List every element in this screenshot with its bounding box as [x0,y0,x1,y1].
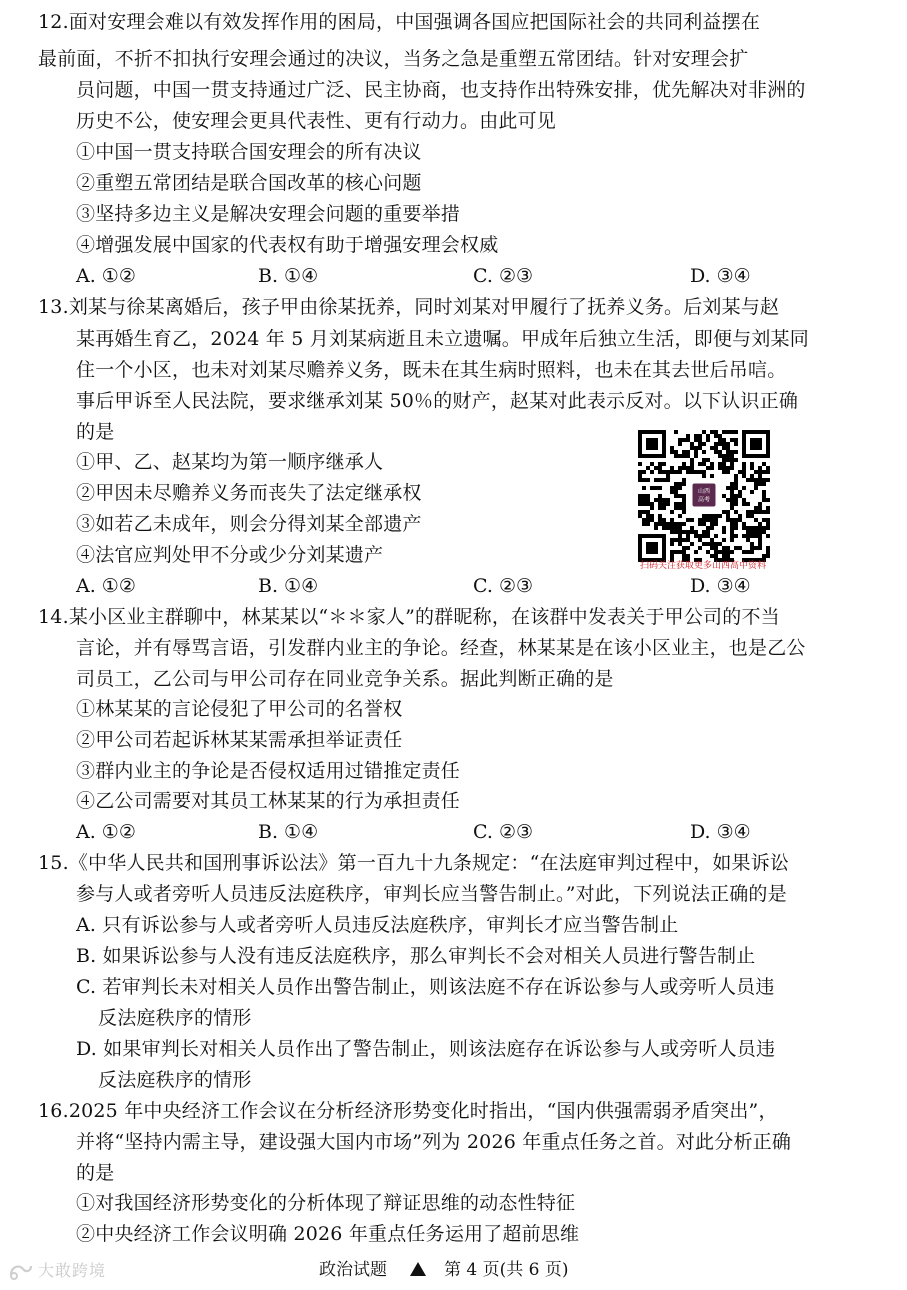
question-stem-line: 住一个小区，也未对刘某尽赡养义务，既未在其生病时照料，也未在其去世后吊唁。 [76,359,787,381]
qr-center-logo-icon [691,482,717,508]
option-1: ①对我国经济形势变化的分析体现了辩证思维的动态性特征 [76,1192,576,1214]
answer-choices [76,574,796,598]
question-stem-line: 司员工，乙公司与甲公司存在同业竞争关系。据此判断正确的是 [76,668,614,690]
option-c: C. 若审判长未对相关人员作出警告制止，则该法庭不存在诉讼参与人或旁听人员违 [76,976,775,998]
option-a: A. 只有诉讼参与人或者旁听人员违反法庭秩序，审判长才应当警告制止 [76,914,679,936]
option-4: ④法官应判处甲不分或少分刘某遗产 [76,544,384,566]
question-stem-line: 参与人或者旁听人员违反法庭秩序，审判长应当警告制止。”对此，下列说法正确的是 [76,883,787,905]
watermark [8,1258,138,1284]
choice-a: A. ①② [76,575,136,597]
question-stem-line: 员问题，中国一贯支持通过广泛、民主协商，也支持作出特殊安排，优先解决对非洲的 [76,79,806,101]
watermark-logo-icon [8,1261,34,1281]
choice-c: C. ②③ [473,575,534,597]
option-1: ①林某某的言论侵犯了甲公司的名誉权 [76,698,403,720]
choice-b: B. ①④ [258,821,319,843]
option-d-cont: 反法庭秩序的情形 [98,1069,252,1091]
qr-center-label-top: 山西 [697,488,711,495]
option-b: B. 如果诉讼参与人没有违反法庭秩序，那么审判长不会对相关人员进行警告制止 [76,945,756,967]
question-stem-line: 某再婚生育乙，2024 年 5 月刘某病逝且未立遗嘱。甲成年后独立生活，即便与刘某同 [76,328,809,350]
option-4: ④增强发展中国家的代表权有助于增强安理会权威 [76,234,499,256]
question-stem-line: 16.2025 年中央经济工作会议在分析经济形势变化时指出，“国内供强需弱矛盾突出”， [38,1100,778,1122]
question-stem-line: 的是 [76,1162,115,1184]
question-stem-line: 13.刘某与徐某离婚后，孩子甲由徐某抚养，同时刘某对甲履行了抚养义务。后刘某与赵 [38,296,780,318]
watermark-text: 大敢跨境 [38,1261,107,1280]
choice-d: D. ③④ [690,265,751,287]
choice-c: C. ②③ [473,265,534,287]
option-2: ②中央经济工作会议明确 2026 年重点任务运用了超前思维 [76,1223,580,1245]
question-stem-line: 的是 [76,421,115,443]
footer-page-number: 第 4 页(共 6 页) [444,1260,569,1280]
option-2: ②甲公司若起诉林某某需承担举证责任 [76,729,403,751]
answer-choices [76,264,796,288]
option-1: ①中国一贯支持联合国安理会的所有决议 [76,141,422,163]
question-stem-line: 14.某小区业主群聊中，林某某以“＊＊家人”的群昵称，在该群中发表关于甲公司的不当 [38,606,780,628]
qr-center-label-bottom: 高考 [697,496,711,504]
option-c-cont: 反法庭秩序的情形 [98,1007,252,1029]
choice-b: B. ①④ [258,265,319,287]
option-d: D. 如果审判长对相关人员作出了警告制止，则该法庭存在诉讼参与人或旁听人员违 [76,1038,776,1060]
option-2: ②甲因未尽赡养义务而丧失了法定继承权 [76,482,422,504]
answer-choices [76,820,796,844]
footer-subject: 政治试题 [319,1260,387,1280]
choice-d: D. ③④ [690,575,751,597]
option-2: ②重塑五常团结是联合国改革的核心问题 [76,172,422,194]
question-stem-line: 言论，并有辱骂言语，引发群内业主的争论。经查，林某某是在该小区业主，也是乙公 [76,637,806,659]
triangle-icon [410,1262,426,1276]
question-stem-line: 15.《中华人民共和国刑事诉讼法》第一百九十九条规定：“在法庭审判过程中，如果诉讼 [38,852,790,874]
choice-c: C. ②③ [473,821,534,843]
qr-caption: 扫码关注获取更多山西高中资料 [639,561,766,571]
question-stem-line: 事后甲诉至人民法院，要求继承刘某 50％的财产，赵某对此表示反对。以下认识正确 [76,390,799,412]
choice-d: D. ③④ [690,821,751,843]
question-stem-line: 并将“坚持内需主导，建设强大国内市场”列为 2026 年重点任务之首。对此分析正确 [76,1131,792,1153]
option-1: ①甲、乙、赵某均为第一顺序继承人 [76,451,384,473]
choice-a: A. ①② [76,821,136,843]
option-3: ③坚持多边主义是解决安理会问题的重要举措 [76,203,461,225]
option-3: ③如若乙未成年，则会分得刘某全部遗产 [76,513,422,535]
choice-b: B. ①④ [258,575,319,597]
question-stem-line: 历史不公，使安理会更具代表性、更有行动力。由此可见 [76,110,557,132]
option-3: ③群内业主的争论是否侵权适用过错推定责任 [76,760,461,782]
choice-a: A. ①② [76,265,136,287]
question-stem-line: 最前面，不折不扣执行安理会通过的决议，当务之急是重塑五常团结。针对安理会扩 [38,48,749,70]
option-4: ④乙公司需要对其员工林某某的行为承担责任 [76,790,461,812]
question-stem-line: 12.面对安理会难以有效发挥作用的困局，中国强调各国应把国际社会的共同利益摆在 [38,11,761,33]
